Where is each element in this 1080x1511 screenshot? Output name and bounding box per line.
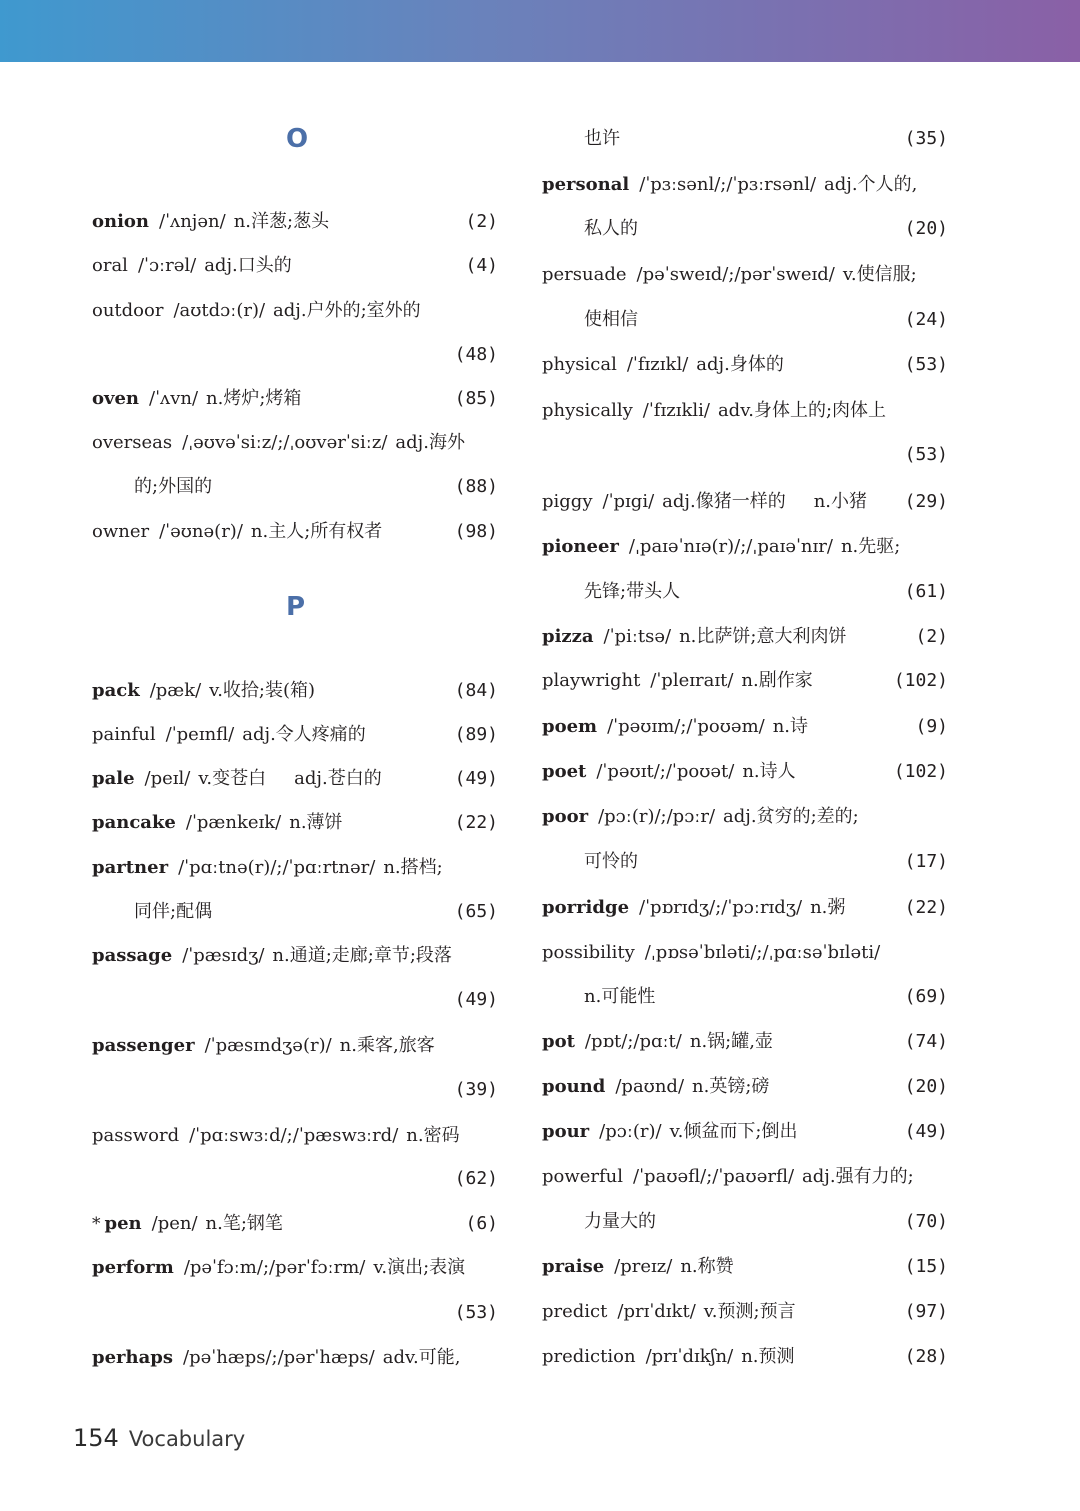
- gloss: n.密码: [406, 1125, 460, 1146]
- gloss: adj.贫穷的;差的;: [723, 806, 859, 827]
- phonetic: /ˈpɑːtnə(r)/;/ˈpɑːrtnər/: [178, 857, 376, 878]
- phonetic: /ˈpæsɪdʒ/: [182, 945, 265, 966]
- headword: predict: [542, 1301, 608, 1322]
- headword: owner: [92, 521, 150, 542]
- gloss: adj.强有力的;: [802, 1166, 914, 1187]
- phonetic: /ˈpaʊəfl/;/ˈpaʊərfl/: [633, 1166, 795, 1187]
- gloss-2: n.小猪: [813, 491, 868, 512]
- gloss: v.演出;表演: [373, 1257, 466, 1278]
- headword: playwright: [542, 670, 641, 691]
- page-reference: (53): [904, 444, 948, 465]
- headword: pen: [104, 1213, 142, 1234]
- gloss: n.比萨饼;意大利肉饼: [679, 626, 847, 647]
- headword: pack: [92, 680, 140, 701]
- headword: powerful: [542, 1166, 624, 1187]
- gloss: n.诗人: [742, 761, 796, 782]
- continuation-text: 私人的: [584, 218, 638, 239]
- entry-perhaps: [92, 1343, 502, 1373]
- phonetic: /pæk/: [149, 680, 202, 701]
- gloss: n.乘客,旅客: [339, 1035, 435, 1056]
- gloss: n.诗: [772, 716, 809, 737]
- entry-powerful: [542, 1162, 952, 1192]
- entry-outdoor: [92, 296, 502, 326]
- entry-continuation: [542, 847, 952, 877]
- continuation-text: 先锋;带头人: [584, 581, 681, 602]
- page-reference: (74): [904, 1031, 948, 1052]
- headword: oral: [92, 255, 128, 276]
- entry-possibility: [542, 938, 952, 968]
- header-color-bar: [0, 0, 1080, 62]
- continuation-text: 可怜的: [584, 851, 638, 872]
- phonetic: /prɪˈdɪkʃn/: [645, 1346, 734, 1367]
- page-reference: (53): [454, 1302, 498, 1323]
- gloss: adj.户外的;室外的: [273, 300, 421, 321]
- entry-pound: [542, 1072, 952, 1102]
- phonetic: /aʊtdɔː(r)/: [173, 300, 266, 321]
- gloss: n.剧作家: [741, 670, 813, 691]
- headword: pale: [92, 768, 135, 789]
- entry-physical: [542, 350, 952, 380]
- phonetic: /ˈpɜːsənl/;/ˈpɜːrsənl/: [639, 174, 817, 195]
- phonetic: /ˈpiːtsə/: [603, 626, 672, 647]
- page-reference: (48): [454, 344, 498, 365]
- page-reference: (70): [904, 1211, 948, 1232]
- gloss: v.使信服;: [842, 264, 917, 285]
- headword: pancake: [92, 812, 176, 833]
- continuation-text: 也许: [584, 128, 620, 149]
- entry-physically: [542, 396, 952, 426]
- entry-piggy: [542, 487, 952, 517]
- entry-oral: [92, 251, 502, 281]
- entry-passenger: [92, 1031, 502, 1061]
- headword: pot: [542, 1031, 575, 1052]
- gloss: n.笔;钢笔: [205, 1213, 283, 1234]
- gloss: n.薄饼: [289, 812, 343, 833]
- gloss: n.烤炉;烤箱: [206, 388, 302, 409]
- gloss: adv.可能,: [382, 1347, 461, 1368]
- headword: pound: [542, 1076, 606, 1097]
- phonetic: /pɒt/;/pɑːt/: [584, 1031, 682, 1052]
- gloss: adj.像猪一样的: [662, 491, 786, 512]
- entry-predict: [542, 1297, 952, 1327]
- page-reference: (84): [454, 680, 498, 701]
- headword: piggy: [542, 491, 593, 512]
- phonetic: /ˈpɑːswɜːd/;/ˈpæswɜːrd/: [189, 1125, 399, 1146]
- headword: porridge: [542, 897, 630, 918]
- entry-continuation: [92, 340, 502, 370]
- entry-pancake: [92, 808, 502, 838]
- gloss: adj.个人的,: [824, 174, 918, 195]
- headword: oven: [92, 388, 140, 409]
- entry-continuation: [542, 982, 952, 1012]
- entry-pour: [542, 1117, 952, 1147]
- page-reference: (97): [904, 1301, 948, 1322]
- gloss: v.倾盆而下;倒出: [669, 1121, 798, 1142]
- page-reference: (49): [454, 768, 498, 789]
- phonetic: /ˈəʊnə(r)/: [159, 521, 243, 542]
- headword: pour: [542, 1121, 590, 1142]
- continuation-text: n.可能性: [584, 986, 656, 1007]
- page-reference: (24): [904, 309, 948, 330]
- headword: poem: [542, 716, 598, 737]
- entry-continuation: [92, 1298, 502, 1328]
- page-reference: (49): [904, 1121, 948, 1142]
- section-letter-p: P: [286, 592, 306, 622]
- phonetic: /pen/: [151, 1213, 198, 1234]
- phonetic: /ˈfɪzɪkli/: [642, 400, 710, 421]
- gloss: adj.令人疼痛的: [242, 724, 366, 745]
- phonetic: /ˌpɒsəˈbɪləti/;/ˌpɑːsəˈbɪləti/: [644, 942, 881, 963]
- phonetic: /ˈɔːrəl/: [137, 255, 197, 276]
- phonetic: /ˈʌvn/: [149, 388, 199, 409]
- page-reference: (53): [904, 354, 948, 375]
- phonetic: /pəˈsweɪd/;/pərˈsweɪd/: [636, 264, 835, 285]
- star-mark: *: [92, 1214, 101, 1234]
- phonetic: /ˈpɪgi/: [602, 491, 655, 512]
- gloss: adj.海外: [395, 432, 465, 453]
- page-reference: (2): [915, 626, 948, 647]
- page-reference: (69): [904, 986, 948, 1007]
- gloss: n.预测: [741, 1346, 795, 1367]
- page-reference: (49): [454, 989, 498, 1010]
- gloss: n.英镑;磅: [692, 1076, 770, 1097]
- phonetic: /prɪˈdɪkt/: [617, 1301, 696, 1322]
- headword: passage: [92, 945, 173, 966]
- headword: physically: [542, 400, 633, 421]
- phonetic: /ˈpəʊɪt/;/ˈpoʊət/: [596, 761, 735, 782]
- page-reference: (62): [454, 1168, 498, 1189]
- gloss: n.通道;走廊;章节;段落: [272, 945, 452, 966]
- headword: passenger: [92, 1035, 195, 1056]
- page-reference: (4): [465, 255, 498, 276]
- entry-owner: [92, 517, 502, 547]
- gloss: n.搭档;: [383, 857, 443, 878]
- phonetic: /ˌəʊvəˈsiːz/;/ˌoʊvərˈsiːz/: [182, 432, 388, 453]
- entry-continuation: [92, 472, 502, 502]
- phonetic: /pɔː(r)/: [599, 1121, 662, 1142]
- entry-passage: [92, 941, 502, 971]
- page-reference: (98): [454, 521, 498, 542]
- headword: painful: [92, 724, 156, 745]
- entry-perform: [92, 1253, 502, 1283]
- page-reference: (39): [454, 1079, 498, 1100]
- page-reference: (15): [904, 1256, 948, 1277]
- headword: outdoor: [92, 300, 164, 321]
- phonetic: /ˌpaɪəˈnɪə(r)/;/ˌpaɪəˈnɪr/: [628, 536, 833, 557]
- page-reference: (6): [465, 1213, 498, 1234]
- page-reference: (20): [904, 218, 948, 239]
- page-reference: (2): [465, 211, 498, 232]
- page-reference: (9): [915, 716, 948, 737]
- page-reference: (17): [904, 851, 948, 872]
- page-footer: [73, 1424, 245, 1452]
- entry-continuation: [542, 577, 952, 607]
- page-reference: (35): [904, 128, 948, 149]
- gloss: v.预测;预言: [703, 1301, 796, 1322]
- entry-pot: [542, 1027, 952, 1057]
- entry-pioneer: [542, 532, 952, 562]
- headword: pizza: [542, 626, 594, 647]
- phonetic: /ˈpəʊɪm/;/ˈpoʊəm/: [607, 716, 765, 737]
- page-reference: (88): [454, 476, 498, 497]
- headword: physical: [542, 354, 617, 375]
- headword: password: [92, 1125, 180, 1146]
- page-number: 154: [73, 1424, 119, 1452]
- phonetic: /ˈʌnjən/: [159, 211, 226, 232]
- headword: onion: [92, 211, 150, 232]
- headword: personal: [542, 174, 630, 195]
- gloss: n.主人;所有权者: [250, 521, 383, 542]
- headword: poor: [542, 806, 589, 827]
- entry-oven: [92, 384, 502, 414]
- page-reference: (102): [893, 670, 948, 691]
- entry-partner: [92, 853, 502, 883]
- headword: pioneer: [542, 536, 619, 557]
- footer-label: Vocabulary: [128, 1427, 246, 1451]
- continuation-text: 使相信: [584, 309, 638, 330]
- entry-continuation: [92, 985, 502, 1015]
- entry-password: [92, 1121, 502, 1151]
- continuation-text: 同伴;配偶: [134, 901, 213, 922]
- headword: overseas: [92, 432, 173, 453]
- gloss: n.锅;罐,壶: [689, 1031, 773, 1052]
- headword: persuade: [542, 264, 627, 285]
- entry-persuade: [542, 260, 952, 290]
- page-reference: (20): [904, 1076, 948, 1097]
- entry-onion: [92, 207, 502, 237]
- entry-playwright: [542, 666, 952, 696]
- entry-continuation: [92, 897, 502, 927]
- entry-overseas: [92, 428, 502, 458]
- phonetic: /peɪl/: [144, 768, 191, 789]
- entry-continuation: [542, 440, 952, 470]
- headword: possibility: [542, 942, 635, 963]
- entry-praise: [542, 1252, 952, 1282]
- entry-continuation: [542, 1207, 952, 1237]
- continuation-text: 力量大的: [584, 1211, 656, 1232]
- gloss: v.收拾;装(箱): [209, 680, 316, 701]
- page-reference: (102): [893, 761, 948, 782]
- phonetic: /ˈpæsɪndʒə(r)/: [204, 1035, 332, 1056]
- gloss: adj.身体的: [696, 354, 784, 375]
- entry-prediction: [542, 1342, 952, 1372]
- entry-pen: [92, 1209, 502, 1239]
- phonetic: /ˈpleɪraɪt/: [650, 670, 734, 691]
- page-reference: (22): [904, 897, 948, 918]
- page-reference: (65): [454, 901, 498, 922]
- entry-poet: [542, 757, 952, 787]
- gloss: adj.口头的: [204, 255, 292, 276]
- gloss: adv.身体上的;肉体上: [717, 400, 887, 421]
- phonetic: /paʊnd/: [615, 1076, 685, 1097]
- entry-painful: [92, 720, 502, 750]
- headword: perform: [92, 1257, 174, 1278]
- entry-porridge: [542, 893, 952, 923]
- page-reference: (89): [454, 724, 498, 745]
- entry-continuation: [542, 124, 952, 154]
- headword: partner: [92, 857, 169, 878]
- entry-personal: [542, 170, 952, 200]
- gloss: n.洋葱;葱头: [233, 211, 330, 232]
- gloss: n.粥: [810, 897, 846, 918]
- page-reference: (29): [904, 491, 948, 512]
- entry-poor: [542, 802, 952, 832]
- gloss: v.变苍白: [198, 768, 267, 789]
- entry-continuation: [92, 1164, 502, 1194]
- entry-continuation: [542, 214, 952, 244]
- headword: praise: [542, 1256, 605, 1277]
- entry-pale: [92, 764, 502, 794]
- phonetic: /ˈpeɪnfl/: [165, 724, 235, 745]
- gloss: n.先驱;: [840, 536, 901, 557]
- phonetic: /pɔː(r)/;/pɔːr/: [598, 806, 716, 827]
- phonetic: /preɪz/: [614, 1256, 673, 1277]
- phonetic: /ˈpænkeɪk/: [185, 812, 282, 833]
- phonetic: /pəˈfɔːm/;/pərˈfɔːrm/: [183, 1257, 366, 1278]
- headword: poet: [542, 761, 587, 782]
- page-reference: (85): [454, 388, 498, 409]
- phonetic: /ˈfɪzɪkl/: [626, 354, 689, 375]
- page-reference: (22): [454, 812, 498, 833]
- entry-continuation: [542, 305, 952, 335]
- gloss-2: adj.苍白的: [294, 768, 382, 789]
- entry-poem: [542, 712, 952, 742]
- page-reference: (61): [904, 581, 948, 602]
- phonetic: /ˈpɒrɪdʒ/;/ˈpɔːrɪdʒ/: [639, 897, 803, 918]
- gloss: n.称赞: [680, 1256, 734, 1277]
- page-reference: (28): [904, 1346, 948, 1367]
- headword: perhaps: [92, 1347, 173, 1368]
- continuation-text: 的;外国的: [134, 476, 213, 497]
- section-letter-o: O: [286, 124, 309, 154]
- phonetic: /pəˈhæps/;/pərˈhæps/: [183, 1347, 375, 1368]
- entry-pack: [92, 676, 502, 706]
- entry-pizza: [542, 622, 952, 652]
- headword: prediction: [542, 1346, 636, 1367]
- entry-continuation: [92, 1075, 502, 1105]
